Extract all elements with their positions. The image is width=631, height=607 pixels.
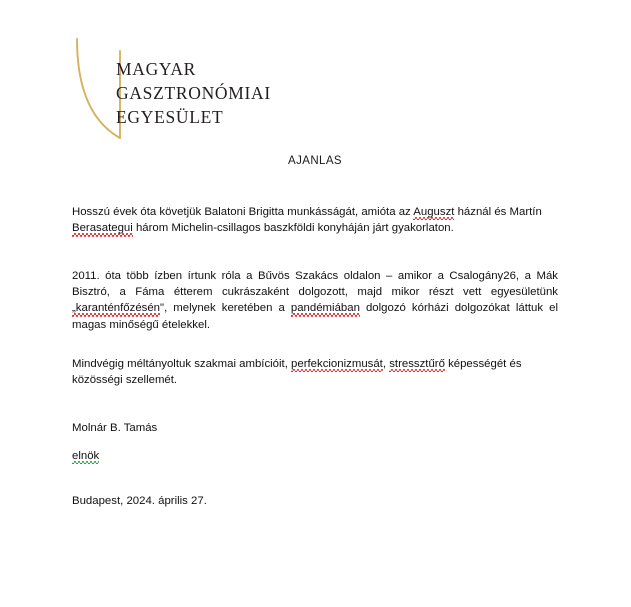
paragraph-3: Mindvégig méltányoltuk szakmai ambícióit, perfekcionizmusát, stressztűrő képességét és közösségi szellemét. (72, 358, 522, 387)
signature-name: Molnár B. Tamás (72, 422, 158, 434)
paragraph-2: 2011. óta több ízben írtunk róla a Bűvös Szakács oldalon – amikor a Csalogány26, a Mák Bisztró, a Fáma étterem cukrászaként dolgozott, majd mikor részt vett egyesületünk „karanténfőzésén", melynek keretében a pandémiában dolgozó kórházi dolgozókat láttuk el magas minőségű ételekkel. (72, 270, 558, 331)
spelling-flagged-word: pandémiában (291, 302, 360, 316)
spelling-flagged-word: perfekcionizmusát (291, 358, 383, 372)
spelling-flagged-word: Auguszt (413, 206, 454, 220)
letterhead (68, 34, 368, 150)
paragraph-1: Hosszú évek óta követjük Balatoni Brigitta munkásságát, amióta az Auguszt háznál és Martín Berasategui három Michelin-csillagos baszkföldi konyháján járt gyakorlaton. (72, 204, 558, 236)
signature-role-text: elnök (72, 450, 99, 464)
signature-role (72, 448, 558, 464)
organization-wordmark (116, 58, 271, 129)
wordmark-line-3: EGYESÜLET (116, 106, 224, 127)
document-title: AJANLAS (288, 155, 342, 167)
date-line: Budapest, 2024. április 27. (72, 495, 207, 507)
wordmark-line-1: MAGYAR (116, 59, 197, 79)
spelling-flagged-word: „karanténfőzésén (72, 302, 160, 316)
spelling-flagged-word: Berasategui (72, 222, 133, 236)
spelling-flagged-word: stressztűrő (389, 358, 445, 372)
wordmark-line-2: GASZTRONÓMIAI (116, 82, 271, 103)
